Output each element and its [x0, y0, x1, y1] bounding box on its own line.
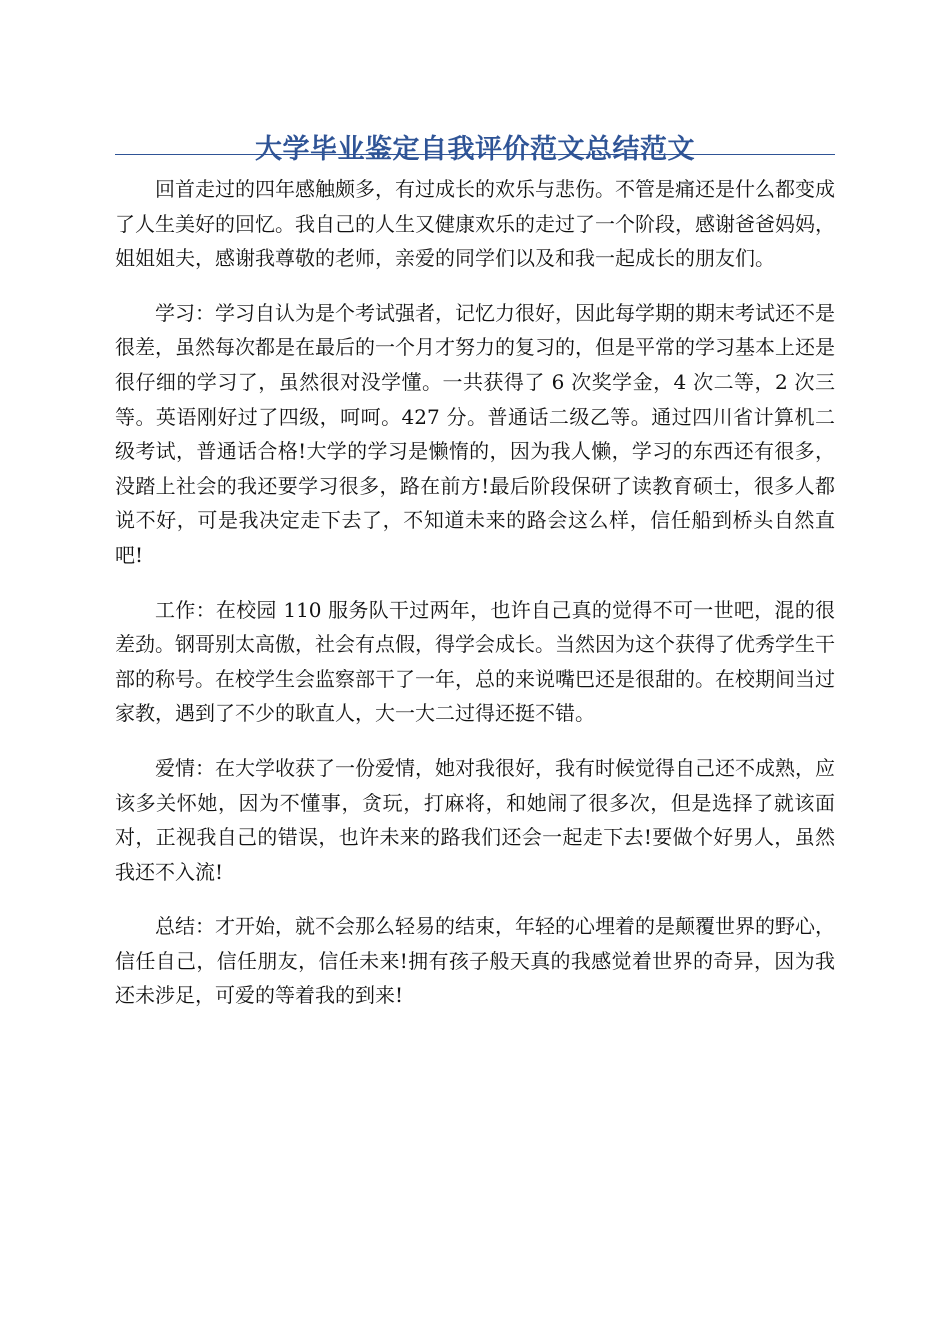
- paragraph-love: 爱情：在大学收获了一份爱情，她对我很好，我有时候觉得自己还不成熟，应该多关怀她，因为不懂事，贪玩，打麻将，和她闹了很多次，但是选择了就该面对，正视我自己的错误，也许未来的路我们还会一起走下去!要做个好男人，虽然我还不入流!: [115, 755, 835, 884]
- paragraph-intro: 回首走过的四年感触颇多，有过成长的欢乐与悲伤。不管是痛还是什么都变成了人生美好的回忆。我自己的人生又健康欢乐的走过了一个阶段，感谢爸爸妈妈，姐姐姐夫，感谢我尊敬的老师，亲爱的同学们以及和我一起成长的朋友们。: [115, 177, 835, 271]
- paragraph-summary: 总结：才开始，就不会那么轻易的结束，年轻的心埋着的是颠覆世界的野心，信任自己，信任朋友，信任未来!拥有孩子般天真的我感觉着世界的奇异，因为我还未涉足，可爱的等着我的到来!: [115, 914, 835, 1008]
- document-title: 大学毕业鉴定自我评价范文总结范文: [255, 134, 695, 166]
- title-underline: [115, 154, 835, 155]
- document-body: [115, 172, 835, 1033]
- paragraph-study: 学习：学习自认为是个考试强者，记忆力很好，因此每学期的期末考试还不是很差，虽然每次都是在最后的一个月才努力的复习的，但是平常的学习基本上还是很仔细的学习了，虽然很对没学懂。一共获得了 6 次奖学金，4 次二等，2 次三等。英语刚好过了四级，呵呵。427 分。普通话二级乙等。通过四川省计算机二级考试，普通话合格!大学的学习是懒惰的，因为我人懒，学习的东西还有很多，没踏上社会的我还要学习很多，路在前方!最后阶段保研了读教育硕士，很多人都说不好，可是我决定走下去了，不知道未来的路会这么样，信任船到桥头自然直吧!: [115, 300, 835, 567]
- paragraph-work: 工作：在校园 110 服务队干过两年，也许自己真的觉得不可一世吧，混的很差劲。钢哥别太高傲，社会有点假，得学会成长。当然因为这个获得了优秀学生干部的称号。在校学生会监察部干了一年，总的来说嘴巴还是很甜的。在校期间当过家教，遇到了不少的耿直人，大一大二过得还挺不错。: [115, 597, 835, 726]
